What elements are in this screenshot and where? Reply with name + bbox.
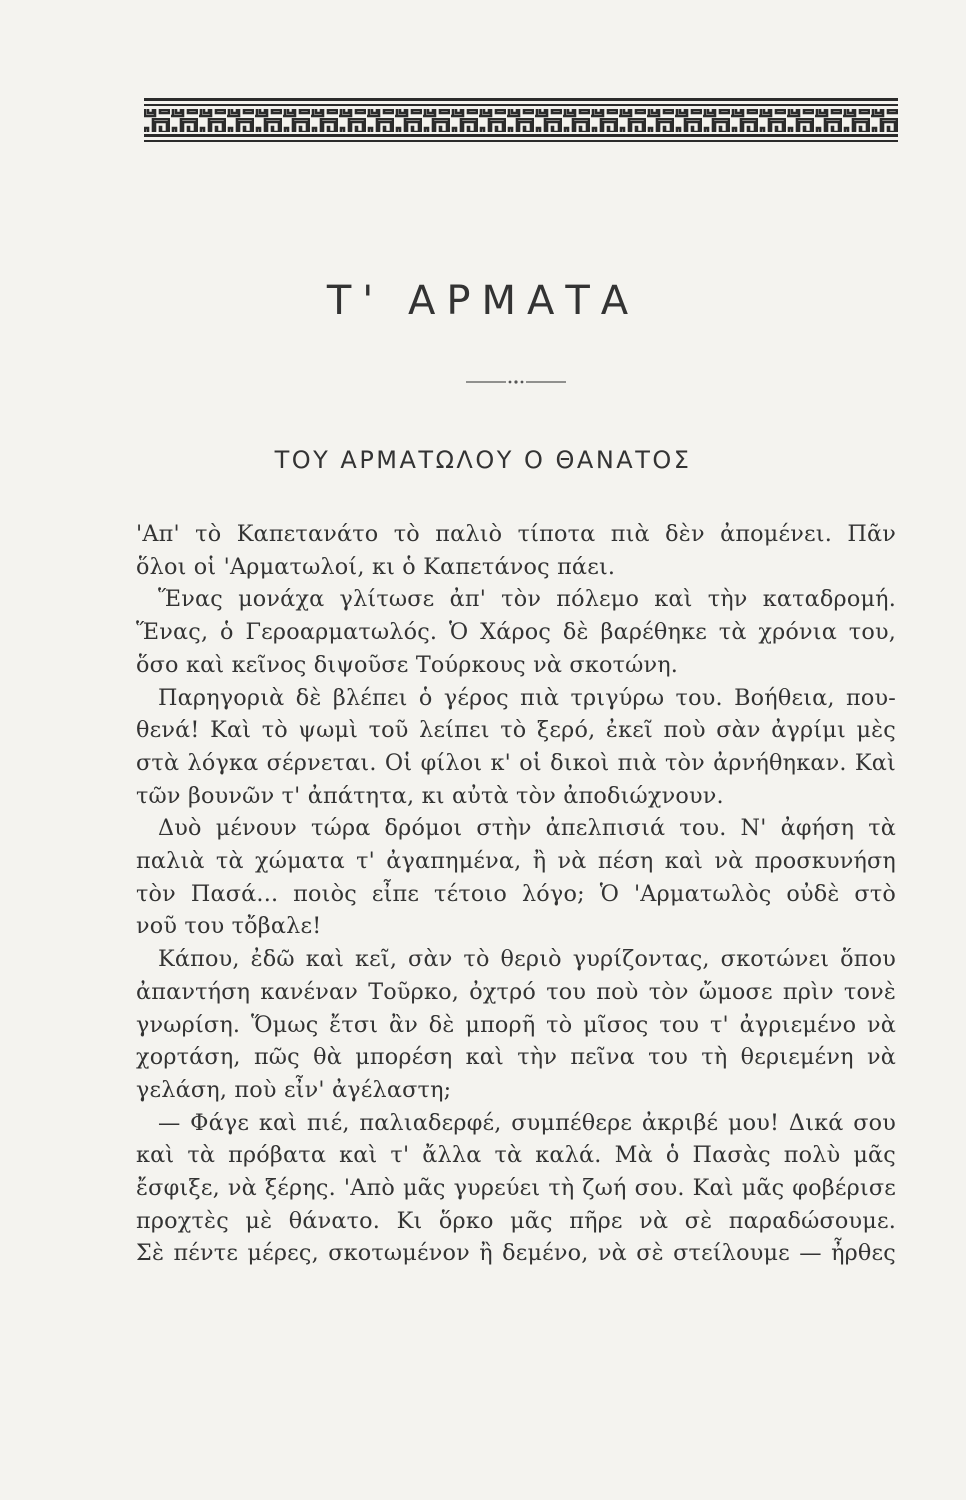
text-line: νοῦ του τὄβαλε! (136, 913, 322, 940)
text-line: 'Απ' τὸ Καπετανάτο τὸ παλιὸ τίποτα πιὰ δὲν ἀπομένει. Πᾶν (136, 521, 896, 547)
section-subtitle: ΤΟΥ ΑΡΜΑΤΩΛΟΥ Ο ΘΑΝΑΤΟΣ (274, 446, 692, 474)
paragraph (136, 1107, 896, 1271)
text-line: Κάπου, ἐδῶ καὶ κεῖ, σὰν τὸ θεριὸ γυρίζοντας, σκοτώνει ὅπου (158, 946, 896, 973)
text-line: Σὲ πέντε μέρες, σκοτωμένον ἢ δεμένο, νὰ σὲ στείλουμε — ἦρθες (136, 1240, 896, 1267)
greek-key-ornament (142, 96, 900, 146)
text-line: τῶν βουνῶν τ' ἀπάτητα, κι αὐτὰ τὸν ἀποδιώχνουν. (136, 782, 724, 809)
text-line: ὅσο καὶ κεῖνος διψοῦσε Τούρκους νὰ σκοτώνη. (136, 651, 679, 678)
text-line: καὶ τὰ πρόβατα καὶ τ' ἄλλα τὰ καλά. Μὰ ὁ Πασὰς πολὺ μᾶς (136, 1142, 896, 1169)
text-line: ἔσφιξε, νὰ ξέρης. 'Απὸ μᾶς γυρεύει τὴ ζωή σου. Καὶ μᾶς φοβέρισε (136, 1175, 896, 1202)
paragraph (136, 583, 896, 681)
text-line: θενά! Καὶ τὸ ψωμὶ τοῦ λείπει τὸ ξερό, ἐκεῖ ποὺ σὰν ἀγρίμι μὲς (136, 717, 896, 744)
text-line: προχτὲς μὲ θάνατο. Κι ὅρκο μᾶς πῆρε νὰ σὲ παραδώσουμε. (136, 1207, 896, 1234)
text-line: γνωρίση. Ὅμως ἔτσι ἂν δὲ μπορῆ τὸ μῖσος του τ' ἀγριεμένο νὰ (136, 1011, 896, 1038)
text-line: Δυὸ μένουν τώρα δρόμοι στὴν ἀπελπισιά του. Ν' ἀφήση τὰ (158, 815, 896, 842)
text-line: ἀπαντήση κανέναν Τοῦρκο, ὀχτρό του ποὺ τὸν ὤμοσε πρὶν τονὲ (136, 978, 896, 1005)
paragraph (136, 518, 896, 583)
title-divider (466, 376, 566, 388)
paragraph (136, 682, 896, 813)
text-line: χορτάση, πῶς θὰ μπορέση καὶ τὴν πεῖνα του τὴ θεριεμένη νὰ (136, 1044, 896, 1071)
greek-key-border (142, 96, 900, 146)
text-line: ὅλοι οἱ 'Αρματωλοί, κι ὁ Καπετάνος πάει. (136, 553, 616, 580)
chapter-title: Τ' ΑΡΜΑΤΑ (326, 278, 640, 324)
body-text (136, 518, 896, 1270)
paragraph (136, 812, 896, 943)
text-line: γελάση, ποὺ εἶν' ἀγέλαστη; (136, 1076, 452, 1103)
text-line: στὰ λόγκα σέρνεται. Οἱ φίλοι κ' οἱ δικοὶ πιὰ τὸν ἀρνήθηκαν. Καὶ (136, 749, 896, 776)
text-line: Ἕνας μονάχα γλίτωσε ἀπ' τὸν πόλεμο καὶ τὴν καταδρομή. (158, 586, 896, 613)
text-line: — Φάγε καὶ πιέ, παλιαδερφέ, συμπέθερε ἀκριβέ μου! Δικά σου (158, 1109, 896, 1136)
text-line: Παρηγοριὰ δὲ βλέπει ὁ γέρος πιὰ τριγύρω του. Βοήθεια, που- (158, 684, 896, 711)
text-line: τὸν Πασά... ποιὸς εἶπε τέτοιο λόγο; Ὁ 'Αρματωλὸς οὐδὲ στὸ (136, 880, 896, 907)
text-line: παλιὰ τὰ χώματα τ' ἀγαπημένα, ἢ νὰ πέση καὶ νὰ προσκυνήση (136, 848, 896, 875)
text-line: Ἕνας, ὁ Γεροαρματωλός. Ὁ Χάρος δὲ βαρέθηκε τὰ χρόνια του, (136, 619, 896, 646)
paragraph (136, 943, 896, 1107)
